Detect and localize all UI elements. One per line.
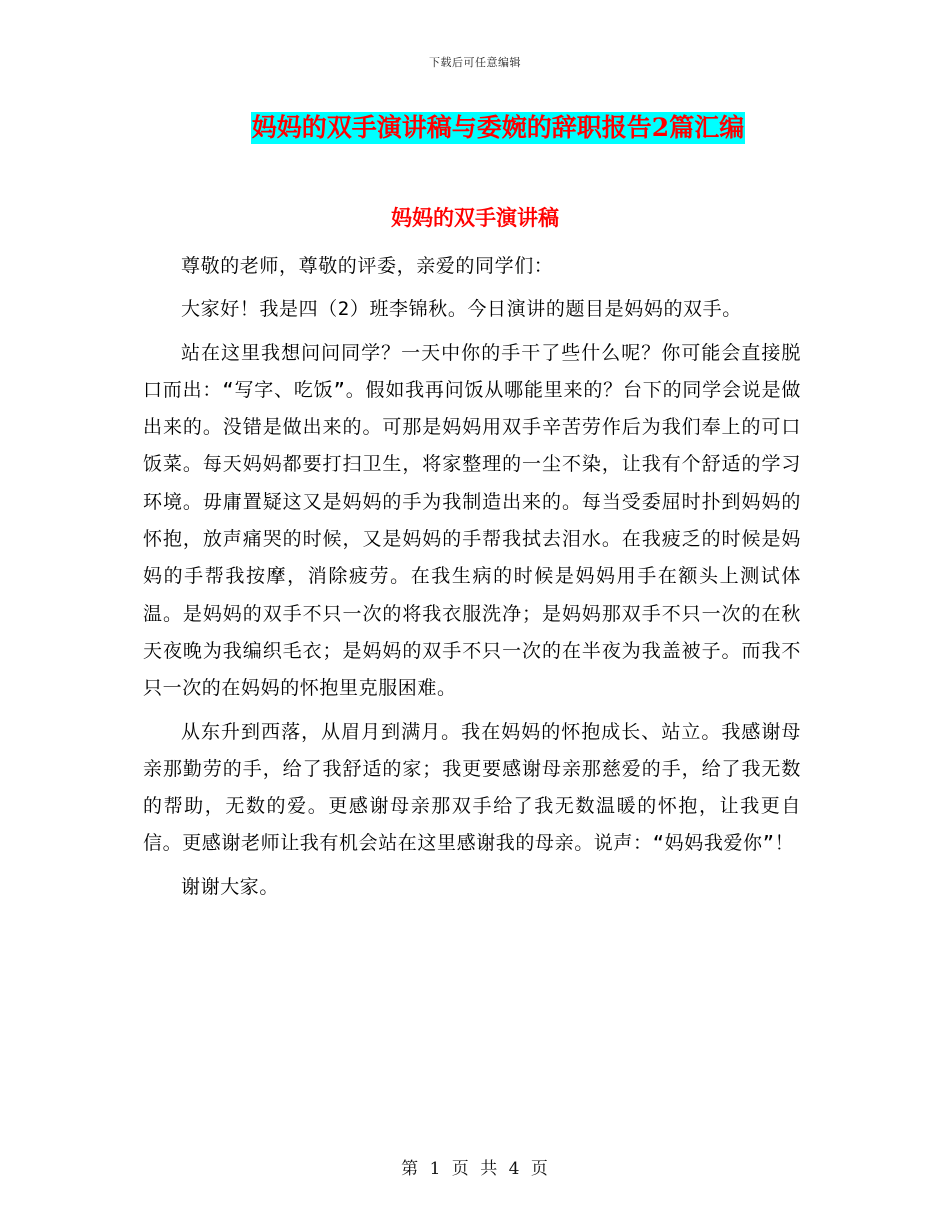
paragraph-main: 站在这里我想问问同学？一天中你的手干了些什么呢？你可能会直接脱口而出：“写字、吃饭”。假如我再问饭从哪能里来的？台下的同学会说是做出来的。没错是做出来的。可那是妈妈用双手辛苦劳作后为我们奉上的可口饭菜。每天妈妈都要打扫卫生，将家整理的一尘不染，让我有个舒适的学习环境。毋庸置疑这又是妈妈的手为我制造出来的。每当受委屈时扑到妈妈的怀抱，放声痛哭的时候，又是妈妈的手帮我拭去泪水。在我疲乏的时候是妈妈的手帮我按摩，消除疲劳。在我生病的时候是妈妈用手在额头上测试体温。是妈妈的双手不只一次的将我衣服洗净；是妈妈那双手不只一次的在秋天夜晚为我编织毛衣；是妈妈的双手不只一次的在半夜为我盖被子。而我不只一次的在妈妈的怀抱里克服困难。 xyxy=(143,341,801,700)
document-title: 妈妈的双手演讲稿与委婉的辞职报告2篇汇编 xyxy=(251,113,745,142)
document-title-container xyxy=(0,112,950,144)
paragraph-closing: 谢谢大家。 xyxy=(181,875,280,898)
page-number: 第 1 页 共 4 页 xyxy=(401,1159,549,1179)
speech-body xyxy=(143,248,801,906)
header-note: 下载后可任意编辑 xyxy=(429,56,521,69)
paragraph-salutation: 尊敬的老师，尊敬的评委，亲爱的同学们： xyxy=(181,255,554,277)
paragraph-greeting: 大家好！我是四（2）班李锦秋。今日演讲的题目是妈妈的双手。 xyxy=(181,298,742,321)
section-title: 妈妈的双手演讲稿 xyxy=(391,205,559,230)
paragraph-gratitude: 从东升到西落，从眉月到满月。我在妈妈的怀抱成长、站立。我感谢母亲那勤劳的手，给了我舒适的家；我更要感谢母亲那慈爱的手，给了我无数的帮助，无数的爱。更感谢母亲那双手给了我无数温暖的怀抱，让我更自信。更感谢老师让我有机会站在这里感谢我的母亲。说声：“妈妈我爱你”！ xyxy=(143,720,801,855)
